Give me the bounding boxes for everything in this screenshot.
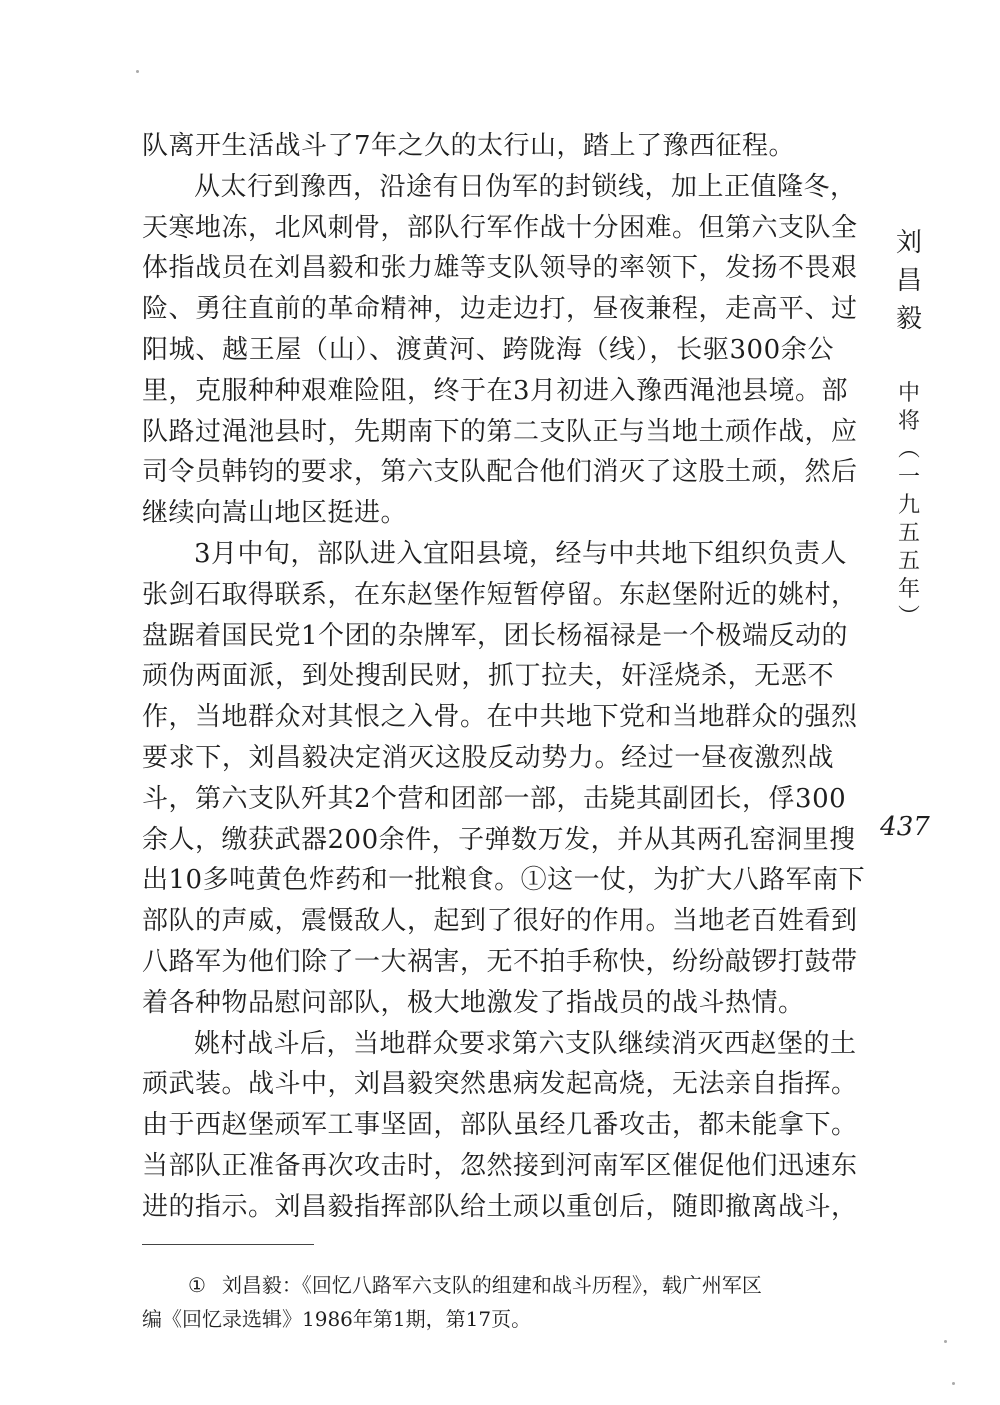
side-name-char: 毅	[895, 304, 922, 334]
side-rank-char: 五	[897, 549, 920, 574]
body-line: 部队的声威，震慑敌人，起到了很好的作用。当地老百姓看到	[142, 906, 858, 937]
scan-speck	[944, 1340, 947, 1343]
body-line: 司令员韩钧的要求，第六支队配合他们消灭了这股土顽，然后	[142, 457, 858, 488]
footnote-text-1: 刘昌毅：《回忆八路军六支队的组建和战斗历程》，载广州军区	[221, 1273, 762, 1297]
body-line: 队离开生活战斗了7年之久的太行山，踏上了豫西征程。	[142, 131, 796, 161]
body-line: 由于西赵堡顽军工事坚固，部队虽经几番攻击，都未能拿下。	[142, 1110, 858, 1141]
body-line: 姚村战斗后，当地群众要求第六支队继续消灭西赵堡的土	[194, 1028, 857, 1059]
side-rank-char: 五	[897, 521, 920, 546]
side-rank-char: 中	[897, 381, 920, 406]
side-name-char: 刘	[895, 228, 922, 258]
body-line: 顽武装。战斗中，刘昌毅突然患病发起高烧，无法亲自指挥。	[142, 1069, 858, 1100]
side-rank-char: 一	[897, 465, 920, 490]
body-text	[142, 126, 866, 1228]
body-line: 张剑石取得联系，在东赵堡作短暂停留。东赵堡附近的姚村，	[142, 579, 858, 610]
footnote-line-1	[142, 1268, 834, 1302]
body-line: 从太行到豫西，沿途有日伪军的封锁线，加上正值隆冬，	[194, 171, 857, 202]
footnotes	[142, 1268, 834, 1336]
body-line: 当部队正准备再次攻击时，忽然接到河南军区催促他们迅速东	[142, 1150, 858, 1181]
running-header-name	[892, 224, 926, 338]
side-rank-char: ︶	[897, 605, 920, 630]
body-line: 余人，缴获武器200余件，子弹数万发，并从其两孔窑洞里搜	[142, 824, 856, 855]
body-line: 里，克服种种艰难险阻，终于在3月初进入豫西渑池县境。部	[142, 375, 849, 406]
side-rank-char: 将	[897, 409, 920, 434]
body-line: 天寒地冻，北风刺骨，部队行军作战十分困难。但第六支队全	[142, 212, 858, 243]
body-line: 队路过渑池县时，先期南下的第二支队正与当地土顽作战，应	[142, 416, 858, 447]
side-name-char: 昌	[895, 266, 922, 296]
body-line: 作，当地群众对其恨之入骨。在中共地下党和当地群众的强烈	[142, 702, 858, 733]
scan-speck	[136, 70, 139, 73]
footnote-mark: ①	[188, 1273, 206, 1297]
side-rank-char: ︵	[897, 437, 920, 462]
body-line: 进的指示。刘昌毅指挥部队给土顽以重创后，随即撤离战斗，	[142, 1191, 858, 1222]
body-line: 要求下，刘昌毅决定消灭这股反动势力。经过一昼夜激烈战	[142, 742, 834, 773]
body-line: 斗，第六支队歼其2个营和团部一部，击毙其副团长，俘300	[142, 783, 847, 814]
body-line: 出10多吨黄色炸药和一批粮食。①这一仗，为扩大八路军南下	[142, 865, 866, 896]
body-line: 着各种物品慰问部队，极大地激发了指战员的战斗热情。	[142, 987, 805, 1018]
body-line: 八路军为他们除了一大祸害，无不拍手称快，纷纷敲锣打鼓带	[142, 946, 858, 977]
side-rank-char: 九	[897, 493, 920, 518]
body-line: 盘踞着国民党1个团的杂牌军，团长杨福禄是一个极端反动的	[142, 620, 849, 651]
body-line: 阳城、越王屋（山）、渡黄河、跨陇海（线），长驱300余公	[142, 334, 834, 365]
body-line: 继续向嵩山地区挺进。	[142, 498, 408, 529]
side-rank-char: 年	[897, 577, 920, 602]
footnote-divider	[142, 1244, 314, 1245]
footnote-line-2: 编《回忆录选辑》1986年第1期，第17页。	[142, 1307, 532, 1331]
running-header-rank	[892, 380, 926, 632]
scan-speck	[952, 1382, 955, 1385]
body-line: 体指战员在刘昌毅和张力雄等支队领导的率领下，发扬不畏艰	[142, 253, 858, 284]
body-line: 险、勇往直前的革命精神，边走边打，昼夜兼程，走高平、过	[142, 294, 858, 325]
body-line: 顽伪两面派，到处搜刮民财，抓丁拉夫，奸淫烧杀，无恶不	[142, 661, 834, 692]
page-number: 437	[880, 812, 930, 842]
body-line: 3月中旬，部队进入宜阳县境，经与中共地下组织负责人	[194, 538, 848, 569]
